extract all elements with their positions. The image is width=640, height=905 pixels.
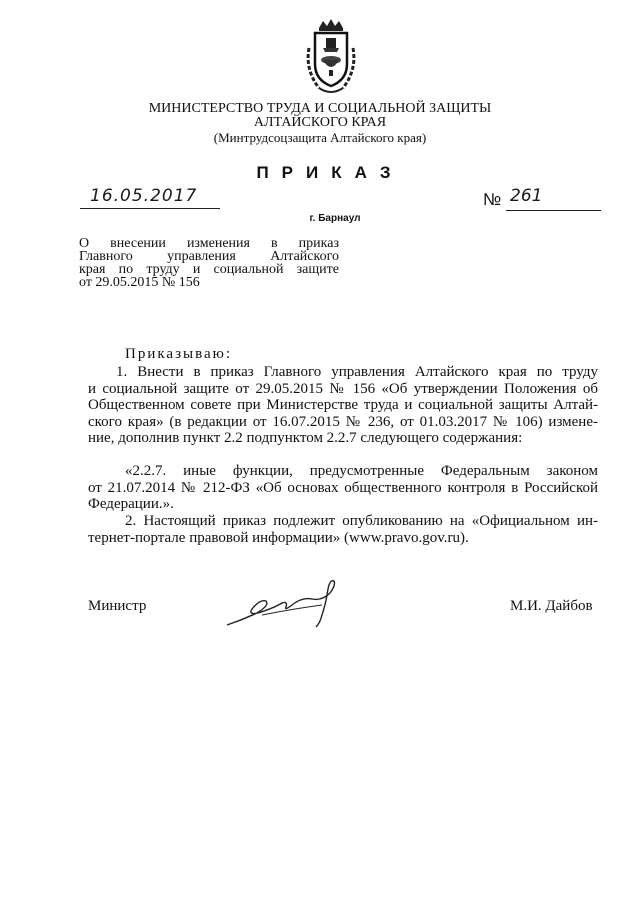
subject-line: от 29.05.2015 № 156 <box>79 275 200 290</box>
paragraph-line: от 21.07.2014 № 212-ФЗ «Об основах общественного контроля в Российской <box>88 479 598 496</box>
order-date: 16.05.2017 <box>90 186 198 206</box>
subject-line: Главного управления Алтайского <box>79 249 339 264</box>
paragraph-1 <box>88 364 598 447</box>
ministry-short-name: (Минтрудсоцзащита Алтайского края) <box>213 130 427 145</box>
number-underline <box>506 210 601 211</box>
ministry-name-line2: АЛТАЙСКОГО КРАЯ <box>253 115 387 130</box>
order-number: 261 <box>510 186 543 206</box>
paragraph-line: 1. Внести в приказ Главного управления Алтайского края по труду <box>116 364 598 380</box>
ministry-name-line1: МИНИСТЕРСТВО ТРУДА И СОЦИАЛЬНОЙ ЗАЩИТЫ <box>148 101 492 116</box>
paragraph-line: Федерации.». <box>88 496 174 512</box>
handwritten-signature-icon <box>222 575 352 635</box>
paragraph-line: Общественном совете при Министерстве труда и социальной защиты Алтай- <box>88 397 598 413</box>
order-city: г. Барнаул <box>309 213 361 224</box>
paragraph-line: тернет-портале правовой информации» (www.pravo.gov.ru). <box>88 529 469 546</box>
paragraph-line: 2. Настоящий приказ подлежит опубликованию на «Официальном ин- <box>125 513 598 529</box>
document-title: ПРИКАЗ <box>256 163 404 182</box>
order-intro: Приказываю: <box>125 346 232 362</box>
signatory-name: М.И. Дайбов <box>510 598 593 614</box>
paragraph-line: и социальной защите от 29.05.2015 № 156 «Об утверждении Положения об <box>88 380 598 397</box>
order-subject <box>79 237 339 289</box>
date-underline <box>80 208 220 209</box>
paragraph-2 <box>88 463 598 513</box>
subject-line: О внесении изменения в приказ <box>79 236 339 251</box>
altai-krai-coat-of-arms-icon <box>299 18 363 98</box>
paragraph-3 <box>88 513 598 546</box>
signatory-title: Министр <box>88 598 147 614</box>
paragraph-line: «2.2.7. иные функции, предусмотренные Федеральным законом <box>125 463 598 479</box>
paragraph-line: ского края» (в редакции от 16.07.2015 № 236, от 01.03.2017 № 106) измене- <box>88 413 598 430</box>
subject-line: края по труду и социальной защите <box>79 262 339 277</box>
order-number-label: № <box>483 190 502 209</box>
paragraph-line: ние, дополнив пункт 2.2 подпунктом 2.2.7 следующего содержания: <box>88 430 523 446</box>
